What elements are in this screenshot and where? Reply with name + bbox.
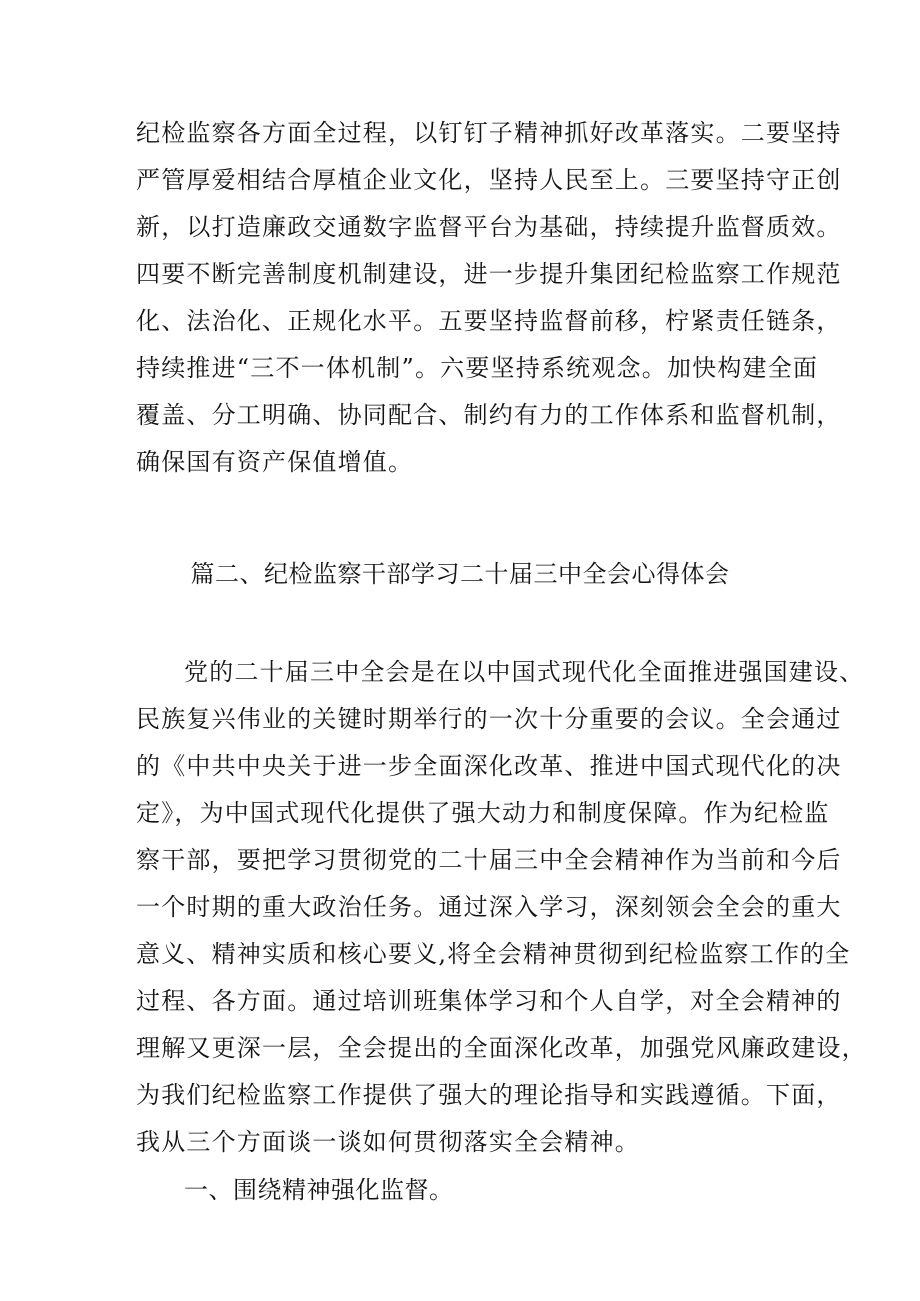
subsection-heading: 一、围绕精神强化监督。 xyxy=(184,1176,454,1204)
paragraph-line: 民族复兴伟业的关键时期举行的一次十分重要的会议。全会通过 xyxy=(136,705,842,733)
paragraph-line: 我从三个方面谈一谈如何贯彻落实全会精神。 xyxy=(136,1128,640,1156)
paragraph-line: 持续推进“三不一体机制”。六要坚持系统观念。加快构建全面 xyxy=(136,354,819,382)
paragraph-line: 党的二十届三中全会是在以中国式现代化全面推进强国建设、 xyxy=(184,658,865,686)
paragraph-line: 定》，为中国式现代化提供了强大动力和制度保障。作为纪检监 xyxy=(136,799,830,827)
paragraph-line: 覆盖、分工明确、协同配合、制约有力的工作体系和监督机制， xyxy=(136,401,842,429)
paragraph-line: 意义、精神实质和核心要义,将全会精神贯彻到纪检监察工作的全 xyxy=(136,940,851,968)
paragraph-line: 新，以打造廉政交通数字监督平台为基础，持续提升监督质效。 xyxy=(136,213,842,241)
paragraph-line: 严管厚爱相结合厚植企业文化，坚持人民至上。三要坚持守正创 xyxy=(136,166,842,194)
paragraph-line: 的《中共中央关于进一步全面深化改革、推进中国式现代化的决 xyxy=(136,752,842,780)
paragraph-line: 过程、各方面。通过培训班集体学习和个人自学，对全会精神的 xyxy=(136,987,842,1015)
paragraph-line: 理解又更深一层，全会提出的全面深化改革，加强党风廉政建设， xyxy=(136,1034,867,1062)
paragraph-line: 为我们纪检监察工作提供了强大的理论指导和实践遵循。下面， xyxy=(136,1081,842,1109)
section-heading: 篇二、纪检监察干部学习二十届三中全会心得体会 xyxy=(190,560,730,588)
paragraph-line: 纪检监察各方面全过程，以钉钉子精神抓好改革落实。二要坚持 xyxy=(136,119,842,147)
paragraph-line: 一个时期的重大政治任务。通过深入学习，深刻领会全会的重大 xyxy=(136,893,842,921)
paragraph-line: 四要不断完善制度机制建设，进一步提升集团纪检监察工作规范 xyxy=(136,260,842,288)
paragraph-line: 化、法治化、正规化水平。五要坚持监督前移，柠紧责任链条， xyxy=(136,307,842,335)
paragraph-line: 察干部，要把学习贯彻党的二十届三中全会精神作为当前和今后 xyxy=(136,846,842,874)
paragraph-line: 确保国有资产保值增值。 xyxy=(136,448,414,476)
